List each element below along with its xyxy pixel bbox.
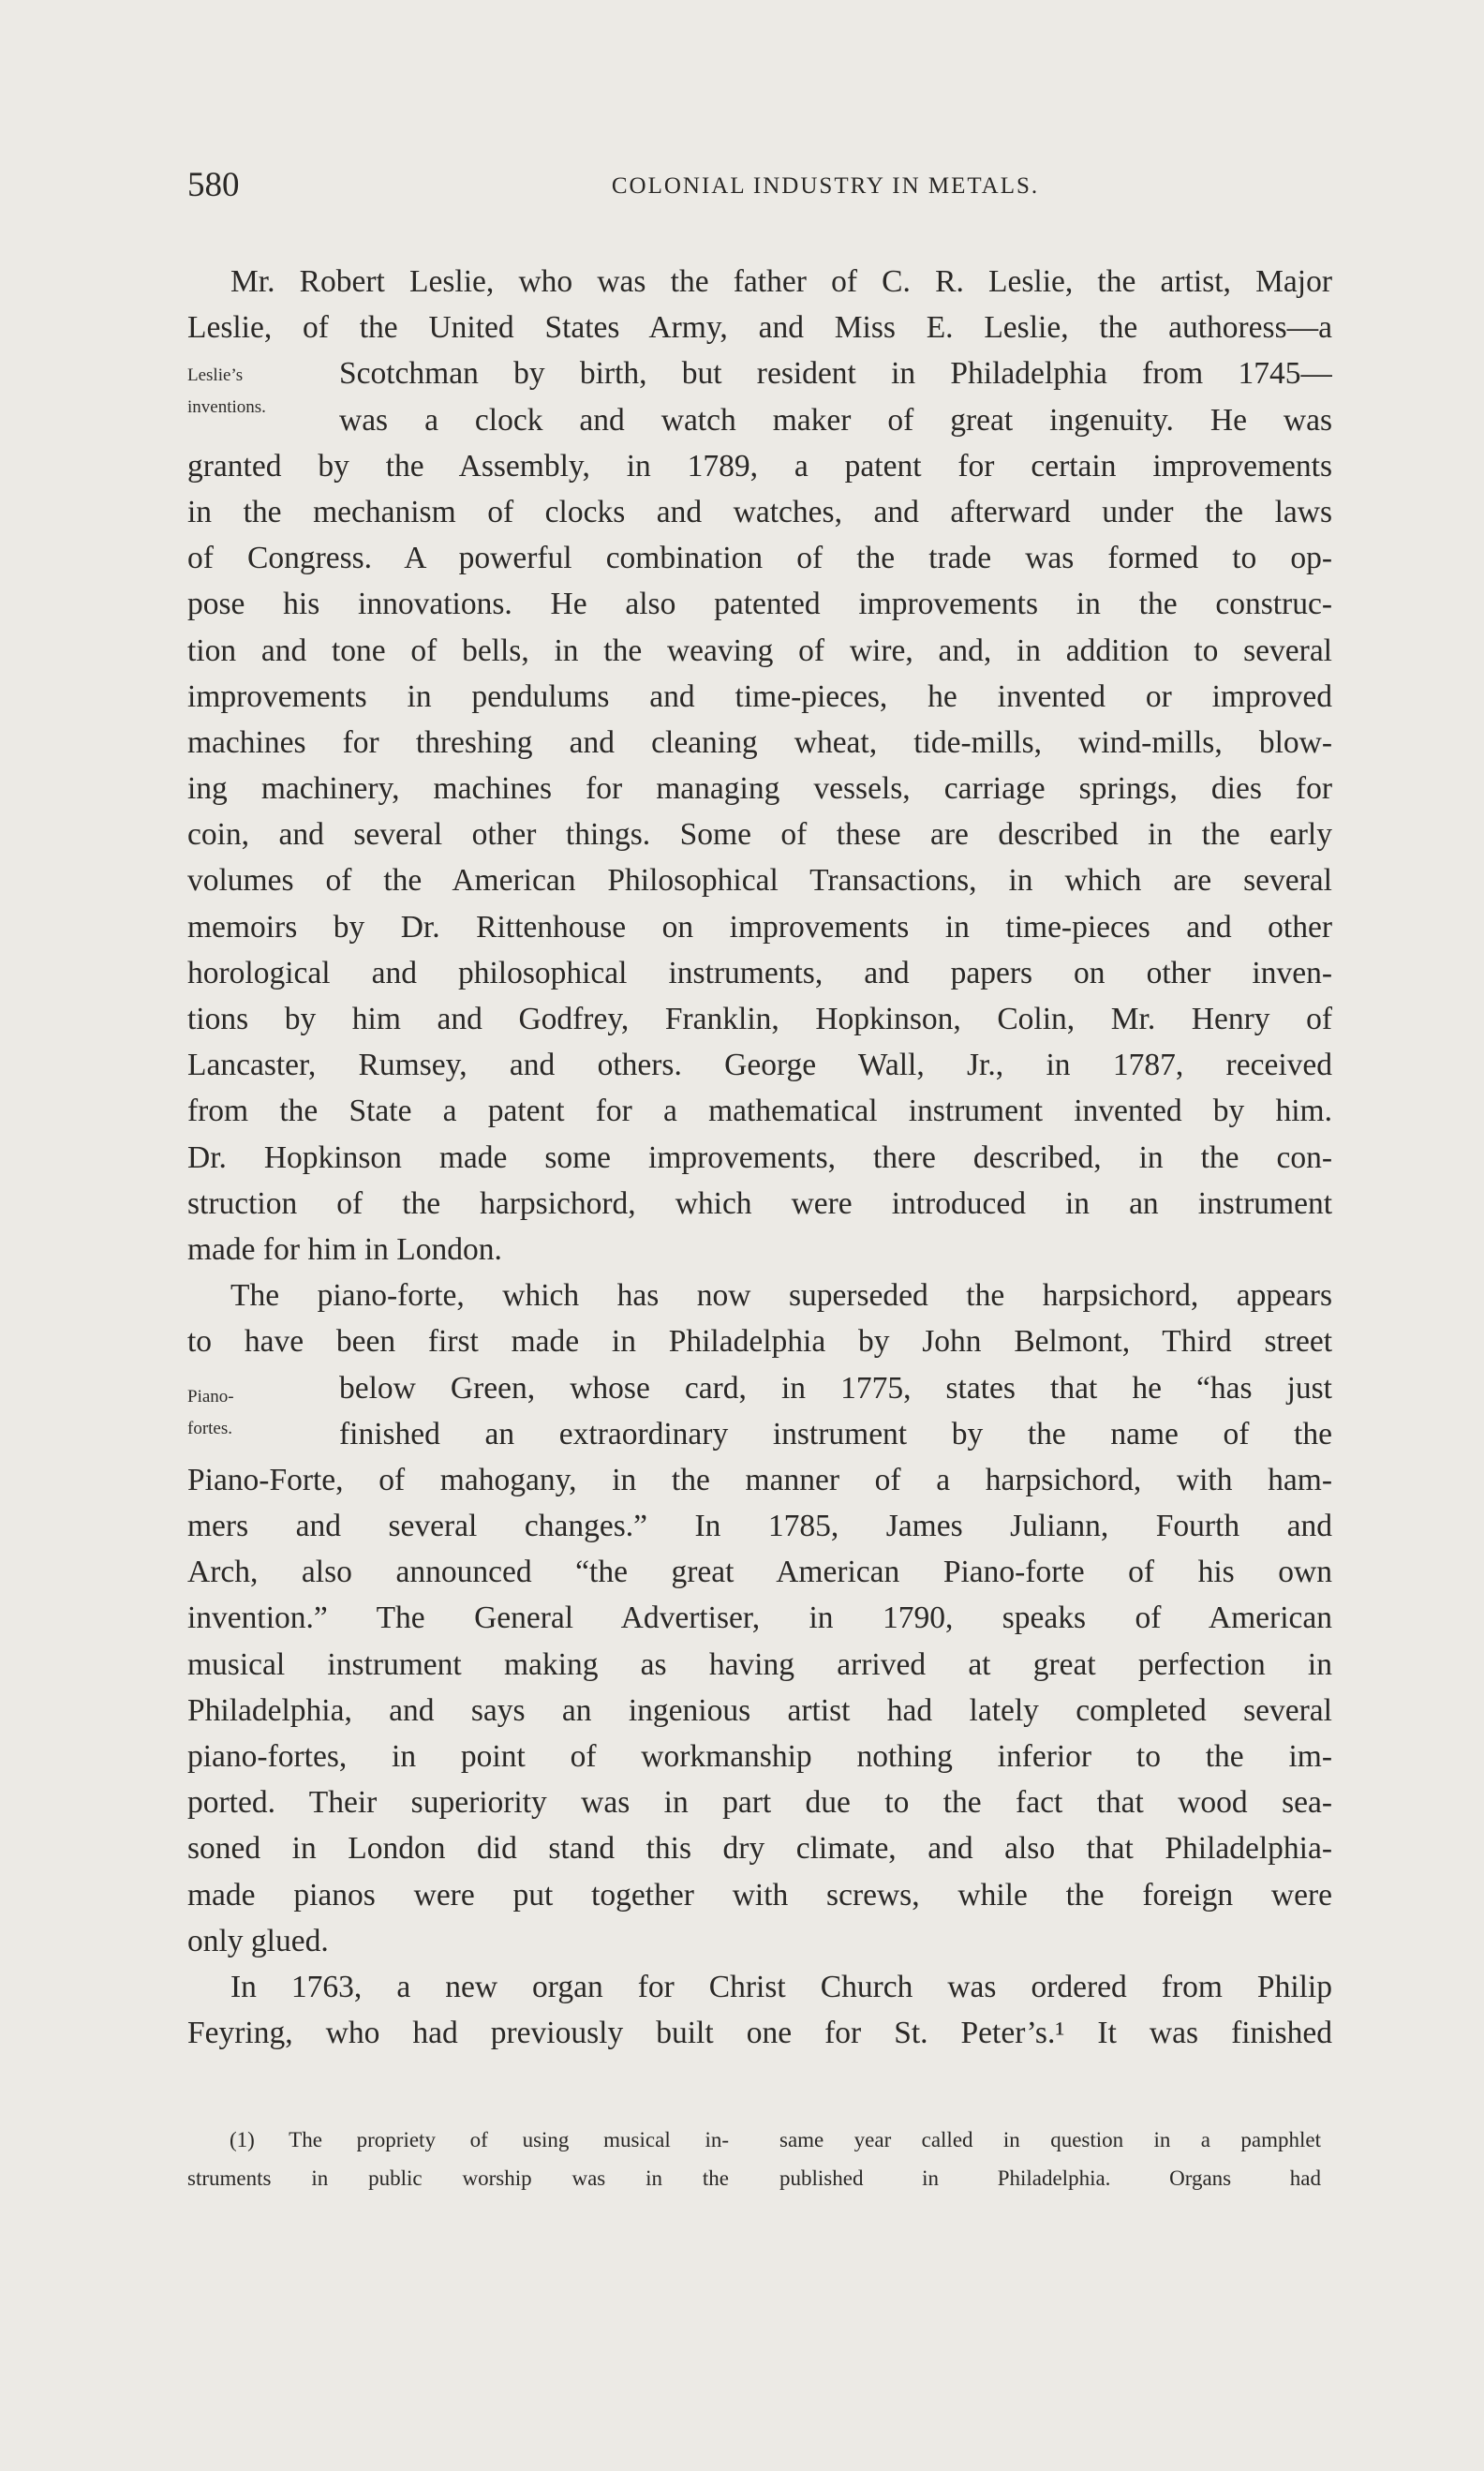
text-line: struction of the harpsichord, which were introduced in an instrument bbox=[187, 1185, 1332, 1221]
margin-note-line: Leslie’s bbox=[187, 365, 244, 385]
text-line: The piano-forte, which has now superseded the harpsichord, appears bbox=[230, 1278, 1332, 1314]
text-line: Piano-Forte, of mahogany, in the manner of a harpsichord, with ham- bbox=[187, 1462, 1332, 1497]
text-line: Philadelphia, and says an ingenious artist had lately completed several bbox=[187, 1692, 1332, 1728]
margin-note-line: inventions. bbox=[187, 397, 266, 417]
footnote-line: published in Philadelphia. Organs had bbox=[779, 2166, 1321, 2190]
text-line: Arch, also announced “the great American Piano-forte of his own bbox=[187, 1555, 1332, 1590]
text-line: of Congress. A powerful combination of the trade was formed to op- bbox=[187, 541, 1332, 576]
text-line: Dr. Hopkinson made some improvements, there described, in the con- bbox=[187, 1139, 1332, 1175]
text-line: ported. Their superiority was in part due to the fact that wood sea- bbox=[187, 1785, 1332, 1821]
text-line: horological and philosophical instruments, and papers on other inven- bbox=[187, 955, 1332, 990]
body-text bbox=[187, 259, 1332, 2056]
text-line: musical instrument making as having arrived at great perfection in bbox=[187, 1646, 1332, 1682]
text-line: finished an extraordinary instrument by the name of the bbox=[339, 1416, 1332, 1451]
text-line: volumes of the American Philosophical Transactions, in which are several bbox=[187, 863, 1332, 899]
margin-note-line: Piano- bbox=[187, 1387, 234, 1407]
page-number: 580 bbox=[187, 166, 240, 204]
margin-note-line: fortes. bbox=[187, 1419, 233, 1438]
text-line: in the mechanism of clocks and watches, and afterward under the laws bbox=[187, 494, 1332, 529]
text-line: machines for threshing and cleaning wheat, tide-mills, wind-mills, blow- bbox=[187, 724, 1332, 760]
footnote-line: (1) The propriety of using musical in- bbox=[230, 2128, 729, 2151]
text-line: memoirs by Dr. Rittenhouse on improvements in time-pieces and other bbox=[187, 909, 1332, 945]
text-line: Feyring, who had previously built one for St. Peter’s.¹ It was finished bbox=[187, 2016, 1332, 2051]
text-line: ing machinery, machines for managing vessels, carriage springs, dies for bbox=[187, 771, 1332, 807]
text-line: from the State a patent for a mathematical instrument invented by him. bbox=[187, 1094, 1332, 1129]
text-line: Mr. Robert Leslie, who was the father of C. R. Leslie, the artist, Major bbox=[230, 264, 1332, 299]
text-line: improvements in pendulums and time-pieces, he invented or improved bbox=[187, 678, 1332, 714]
text-line: mers and several changes.” In 1785, James Juliann, Fourth and bbox=[187, 1509, 1332, 1544]
text-line: made for him in London. bbox=[187, 1231, 502, 1267]
text-line: made pianos were put together with screws, while the foreign were bbox=[187, 1877, 1332, 1913]
text-line: only glued. bbox=[187, 1923, 329, 1958]
text-line: Lancaster, Rumsey, and others. George Wall, Jr., in 1787, received bbox=[187, 1048, 1332, 1083]
footnote-line: same year called in question in a pamphlet bbox=[779, 2128, 1321, 2151]
text-line: granted by the Assembly, in 1789, a patent for certain improvements bbox=[187, 448, 1332, 484]
text-line: invention.” The General Advertiser, in 1790, speaks of American bbox=[187, 1600, 1332, 1636]
text-line: tions by him and Godfrey, Franklin, Hopkinson, Colin, Mr. Henry of bbox=[187, 1002, 1332, 1036]
running-title: COLONIAL INDUSTRY IN METALS. bbox=[611, 173, 1040, 199]
text-line: pose his innovations. He also patented improvements in the construc- bbox=[187, 587, 1332, 622]
text-line: Leslie, of the United States Army, and Miss E. Leslie, the authoress—a bbox=[187, 310, 1332, 346]
text-line: tion and tone of bells, in the weaving of wire, and, in addition to several bbox=[187, 633, 1332, 668]
footnote-column-left bbox=[187, 2121, 729, 2197]
text-line: soned in London did stand this dry climate, and also that Philadelphia- bbox=[187, 1831, 1332, 1867]
text-line: was a clock and watch maker of great ingenuity. He was bbox=[339, 402, 1332, 438]
text-line: piano-fortes, in point of workmanship nothing inferior to the im- bbox=[187, 1739, 1332, 1774]
text-line: Scotchman by birth, but resident in Philadelphia from 1745— bbox=[339, 356, 1332, 392]
text-line: coin, and several other things. Some of these are described in the early bbox=[187, 817, 1332, 853]
footnote-line: struments in public worship was in the bbox=[187, 2166, 729, 2190]
page-header bbox=[187, 165, 1332, 221]
text-line: below Green, whose card, in 1775, states that he “has just bbox=[339, 1370, 1332, 1406]
footnote-column-right bbox=[779, 2121, 1321, 2197]
text-line: to have been first made in Philadelphia by John Belmont, Third street bbox=[187, 1324, 1332, 1360]
text-line: In 1763, a new organ for Christ Church was ordered from Philip bbox=[230, 1969, 1332, 2004]
